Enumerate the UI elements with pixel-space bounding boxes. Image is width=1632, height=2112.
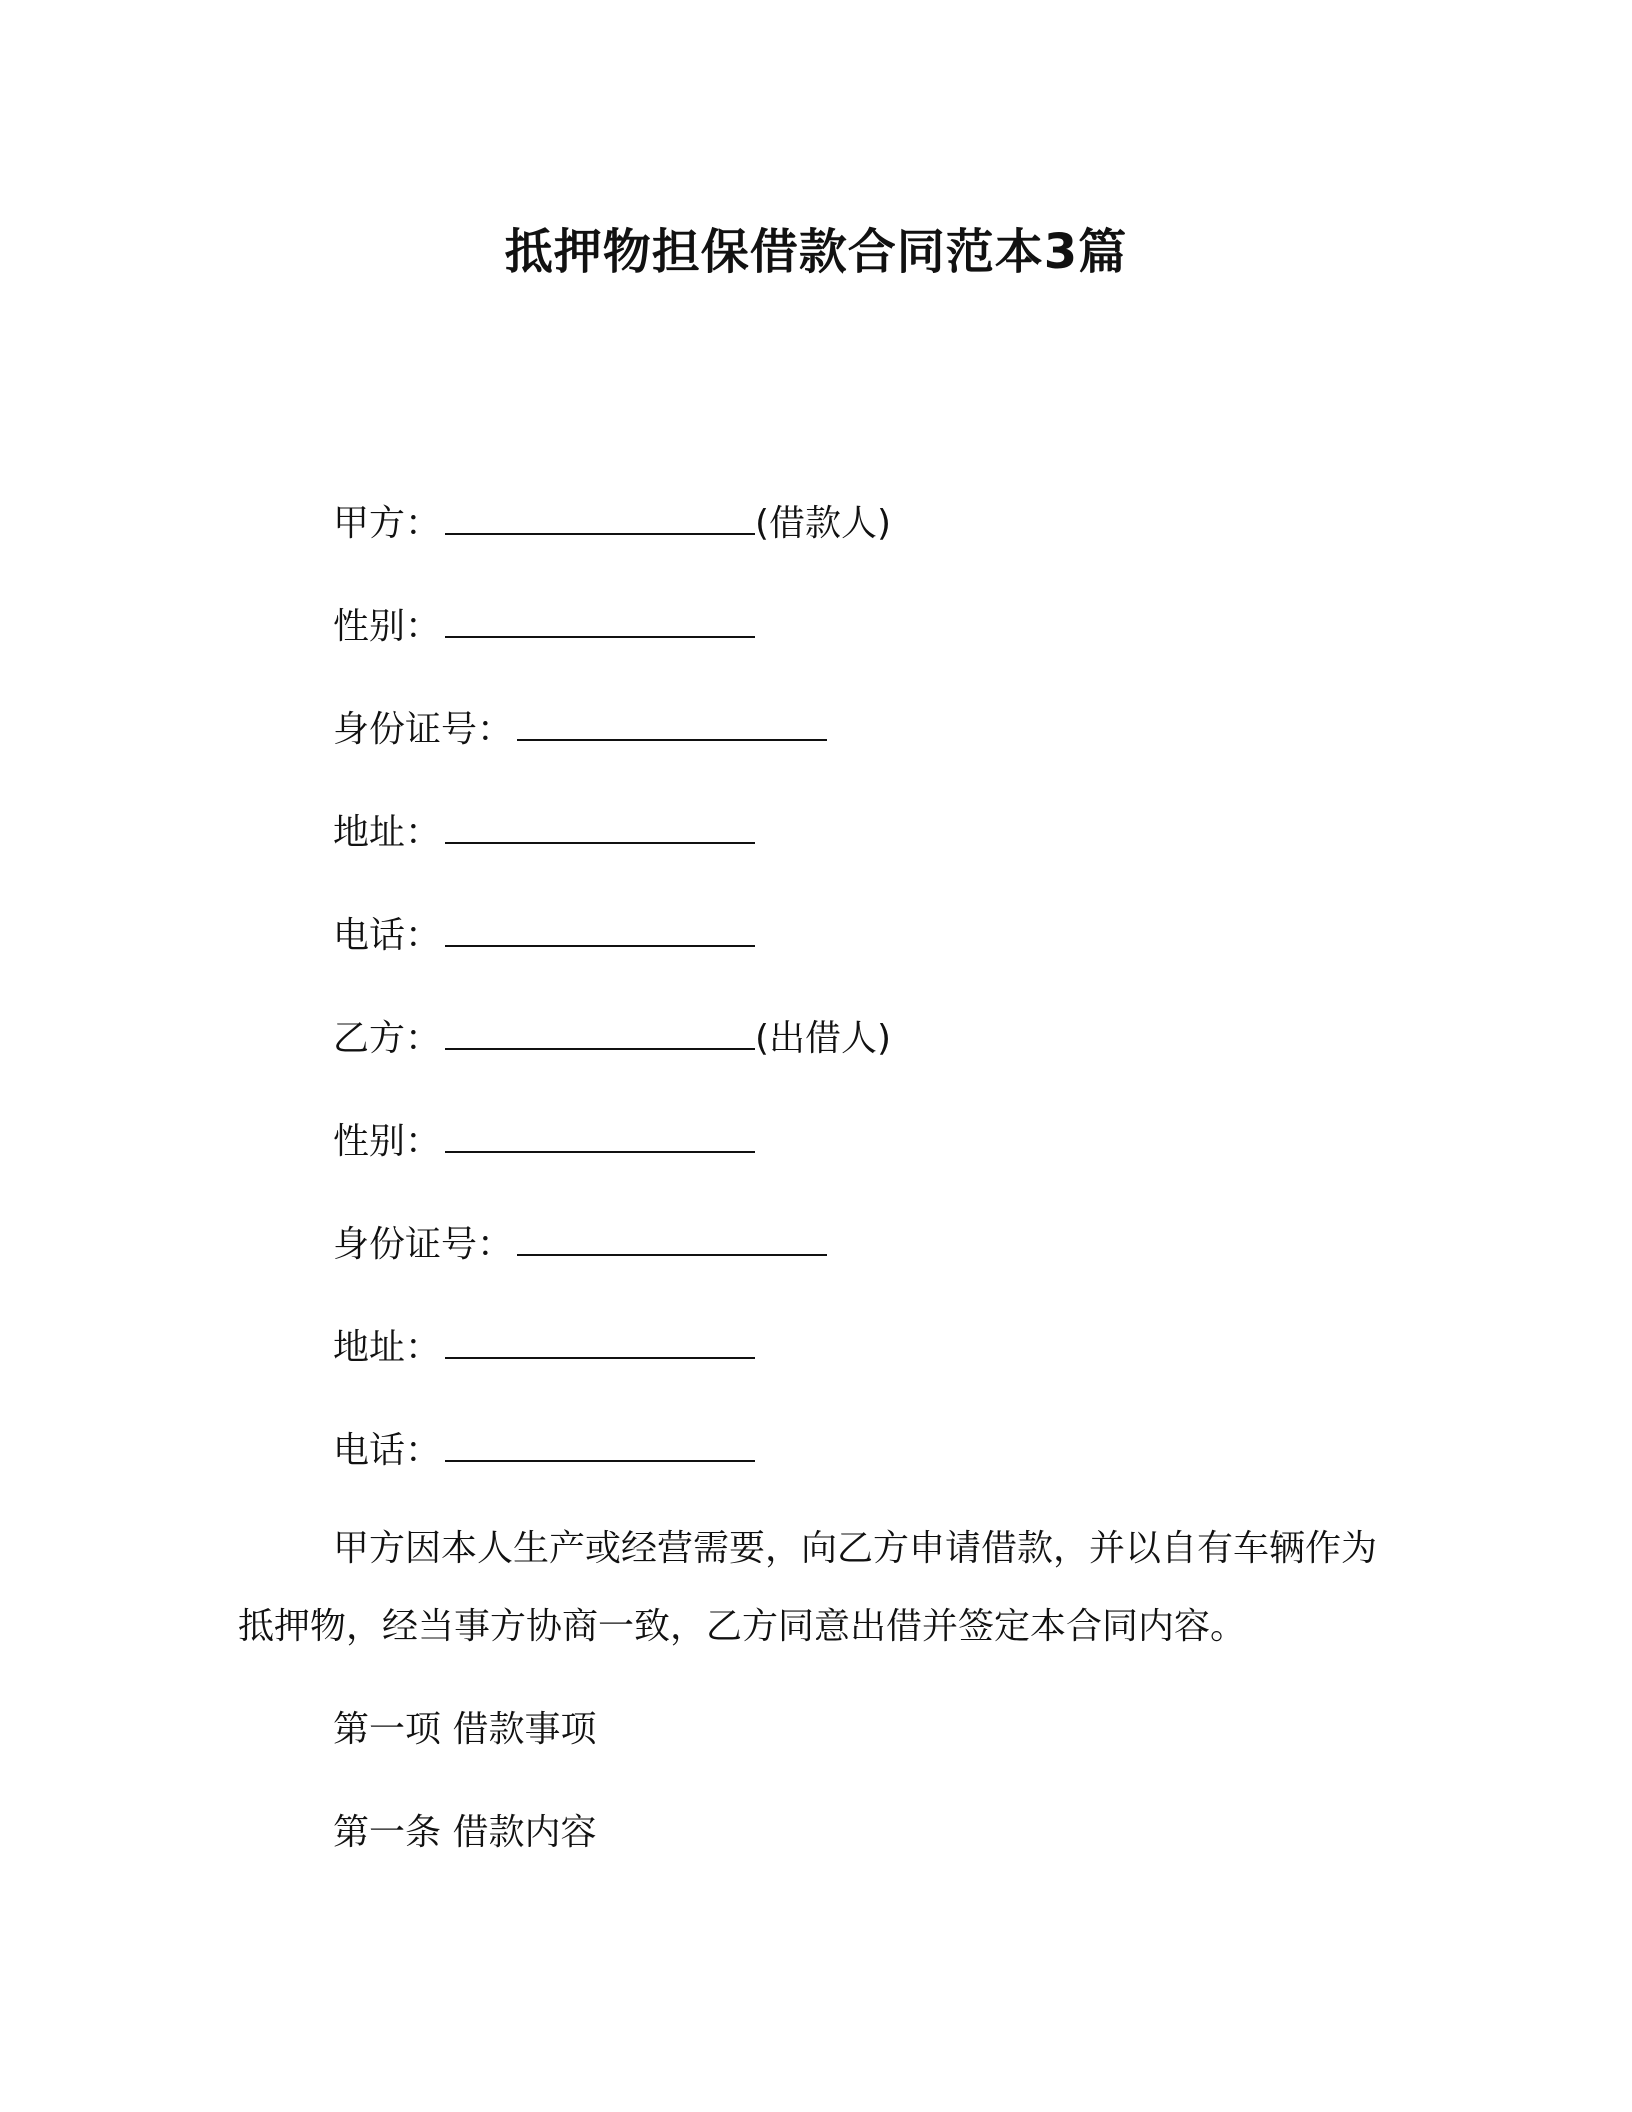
party-a-gender-blank xyxy=(445,598,755,638)
party-a-phone-blank xyxy=(445,907,755,947)
party-a-address-blank xyxy=(445,804,755,844)
party-b-phone-label: 电话： xyxy=(333,1430,442,1471)
party-a-blank xyxy=(445,495,755,535)
party-a-id-label: 身份证号： xyxy=(333,709,514,750)
party-b-label: 乙方： xyxy=(333,1018,442,1059)
party-a-label: 甲方： xyxy=(333,503,442,544)
party-b-gender-blank xyxy=(445,1113,755,1153)
section-heading: 第一项 借款事项 xyxy=(333,1709,597,1750)
party-b-gender-label: 性别： xyxy=(333,1121,442,1162)
party-b-role: (出借人) xyxy=(755,1018,892,1059)
party-b-phone-blank xyxy=(445,1422,755,1462)
party-b-phone-line xyxy=(333,1422,755,1475)
party-a-phone-line xyxy=(333,907,755,960)
party-a-phone-label: 电话： xyxy=(333,915,442,956)
party-a-role: (借款人) xyxy=(755,503,892,544)
party-b-address-line xyxy=(333,1319,755,1372)
party-a-id-blank xyxy=(517,701,827,741)
party-b-line xyxy=(333,1010,891,1063)
party-b-id-line xyxy=(333,1216,827,1269)
party-b-id-label: 身份证号： xyxy=(333,1224,514,1265)
party-a-line xyxy=(333,495,891,548)
party-a-address-line xyxy=(333,804,755,857)
party-a-id-line xyxy=(333,701,827,754)
party-b-id-blank xyxy=(517,1216,827,1256)
party-a-gender-label: 性别： xyxy=(333,606,442,647)
document-title: 抵押物担保借款合同范本3篇 xyxy=(504,224,1128,280)
party-a-address-label: 地址： xyxy=(333,812,442,853)
party-b-blank xyxy=(445,1010,755,1050)
party-b-address-blank xyxy=(445,1319,755,1359)
party-b-gender-line xyxy=(333,1113,755,1166)
party-b-address-label: 地址： xyxy=(333,1327,442,1368)
party-a-gender-line xyxy=(333,598,755,651)
article-heading: 第一条 借款内容 xyxy=(333,1812,597,1853)
intro-paragraph: 甲方因本人生产或经营需要，向乙方申请借款，并以自有车辆作为抵押物，经当事方协商一致，乙方同意出借并签定本合同内容。 xyxy=(238,1528,1378,1647)
